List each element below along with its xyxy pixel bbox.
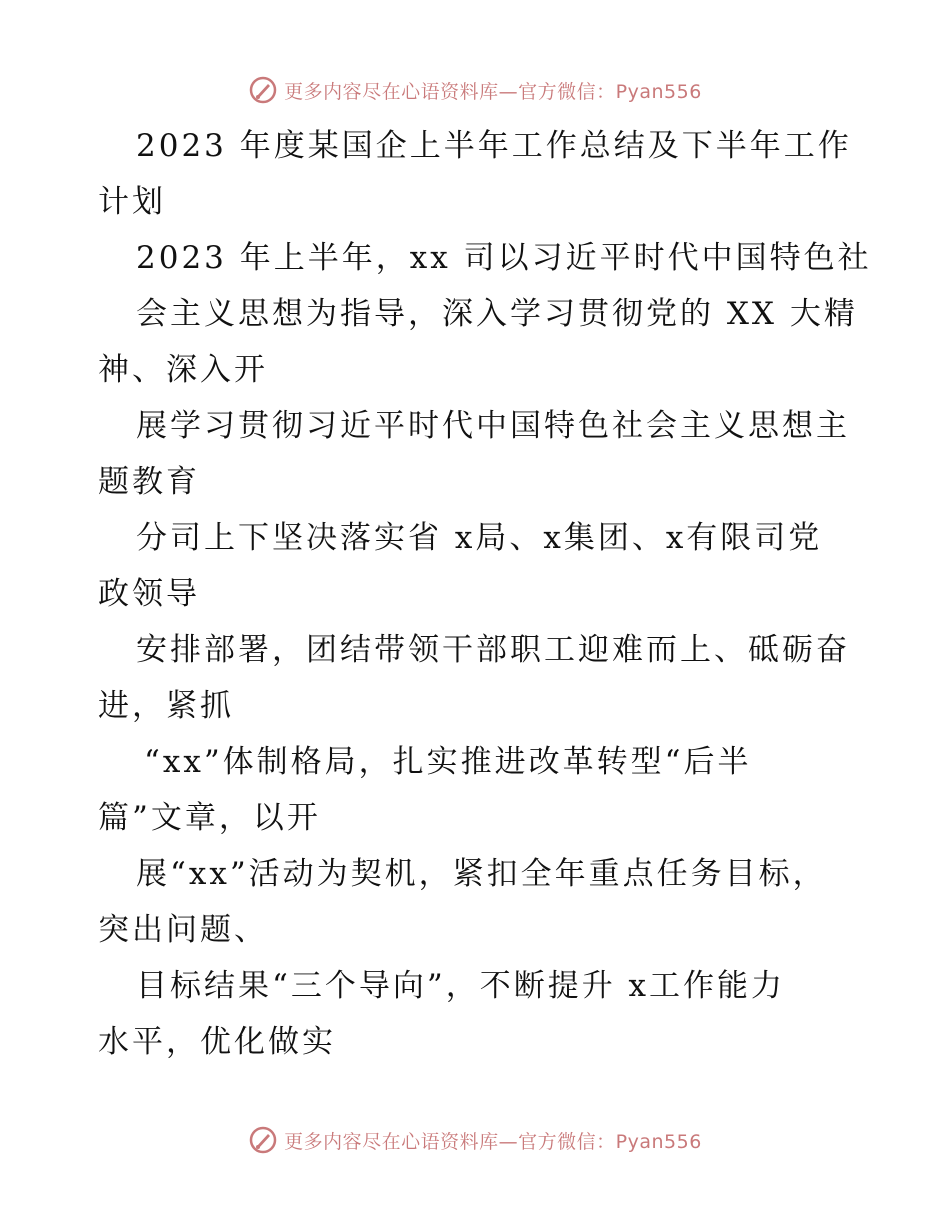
pen-logo-icon [248,1125,278,1155]
paragraph-line: 安排部署，团结带领干部职工迎难而上、砥砺奋 [136,632,850,668]
paragraph-line: 展“xx”活动为契机，紧扣全年重点任务目标， [136,856,827,892]
paragraph-line: 篇”文章，以开 [98,800,321,836]
pen-logo-icon [248,75,278,105]
header-watermark-banner [0,70,950,110]
paragraph-line: 神、深入开 [98,352,268,388]
title-line-1: 2023 年度某国企上半年工作总结及下半年工作 [136,128,852,164]
paragraph-line: 2023 年上半年，xx 司以习近平时代中国特色社 [136,240,872,276]
paragraph-line: 展学习贯彻习近平时代中国特色社会主义思想主 [136,408,850,444]
paragraph-line: 分司上下坚决落实省 x局、x集团、x有限司党 [136,520,823,556]
document-body [98,118,872,1070]
paragraph-line: 题教育 [98,464,200,500]
footer-watermark-banner [0,1120,950,1160]
header-banner-text: 更多内容尽在心语资料库—官方微信：Pyan556 [284,80,702,103]
footer-banner-text: 更多内容尽在心语资料库—官方微信：Pyan556 [284,1130,702,1153]
paragraph-line: 目标结果“三个导向”，不断提升 x工作能力 [136,968,786,1004]
paragraph-line: 政领导 [98,576,200,612]
paragraph-line: 会主义思想为指导，深入学习贯彻党的 XX 大精 [136,296,858,332]
paragraph-line: 水平，优化做实 [98,1024,336,1060]
paragraph-line: 进，紧抓 [98,688,234,724]
paragraph-line: “xx”体制格局，扎实推进改革转型“后半 [144,744,752,780]
title-line-2: 计划 [98,184,166,220]
paragraph-line: 突出问题、 [98,912,268,948]
